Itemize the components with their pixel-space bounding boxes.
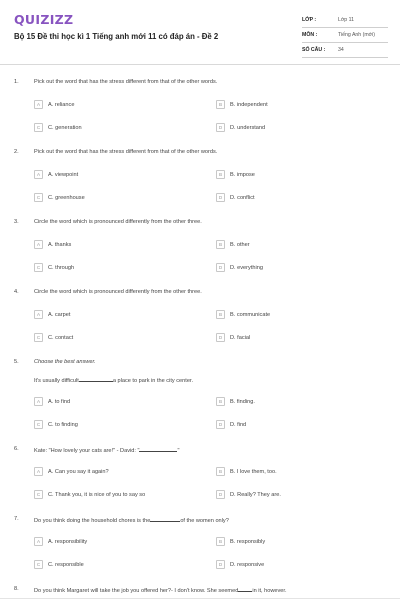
option-c[interactable] [34, 333, 73, 342]
option-label: D. facial [230, 334, 251, 341]
question-text [34, 446, 179, 454]
text-end: " [177, 448, 180, 454]
meta-table [302, 13, 388, 58]
question-number: 2. [14, 149, 19, 155]
option-label: D. understand [230, 124, 266, 131]
meta-label: MÔN : [302, 32, 318, 38]
option-c[interactable] [34, 123, 82, 132]
option-d[interactable] [216, 263, 263, 272]
option-letter-box: D [216, 123, 225, 132]
answer-blank [150, 516, 180, 522]
option-label: C. greenhouse [48, 194, 85, 201]
option-letter-box: A [34, 170, 43, 179]
option-b[interactable] [216, 467, 277, 476]
option-label: B. communicate [230, 311, 271, 318]
option-letter-box: A [34, 537, 43, 546]
option-label: B. finding. [230, 398, 255, 405]
option-d[interactable] [216, 420, 246, 429]
option-letter-box: C [34, 193, 43, 202]
option-letter-box: D [216, 263, 225, 272]
option-label: A. thanks [48, 241, 72, 248]
option-label: D. everything [230, 264, 263, 271]
option-letter-box: A [34, 397, 43, 406]
option-letter-box: B [216, 310, 225, 319]
question-text: Choose the best answer. [34, 359, 96, 365]
option-letter-box: B [216, 100, 225, 109]
question-text: Circle the word which is pronounced differently from the other three. [34, 289, 202, 295]
option-letter-box: B [216, 170, 225, 179]
option-label: A. Can you say it again? [48, 468, 109, 475]
option-a[interactable] [34, 170, 78, 179]
option-letter-box: C [34, 123, 43, 132]
question-text: Pick out the word that has the stress different from that of the other words. [34, 79, 218, 85]
option-d[interactable] [216, 490, 281, 499]
option-label: B. I love them, too. [230, 468, 277, 475]
option-d[interactable] [216, 560, 264, 569]
option-letter-box: A [34, 467, 43, 476]
question-sentence [34, 376, 193, 384]
option-c[interactable] [34, 263, 74, 272]
sentence-end: a place to park in the city center. [112, 378, 194, 384]
option-label: B. independent [230, 101, 268, 108]
option-letter-box: B [216, 467, 225, 476]
option-label: C. through [48, 264, 75, 271]
option-d[interactable] [216, 333, 250, 342]
option-label: C. responsible [48, 561, 84, 568]
question-text: Pick out the word that has the stress different from that of the other words. [34, 149, 218, 155]
option-letter-box: C [34, 560, 43, 569]
question-text [34, 586, 287, 594]
sentence-start: It's usually difficult [34, 378, 79, 384]
option-letter-box: B [216, 537, 225, 546]
meta-value: 34 [338, 47, 344, 53]
option-label: A. to find [48, 398, 71, 405]
option-b[interactable] [216, 240, 250, 249]
question-number: 7. [14, 516, 19, 522]
option-c[interactable] [34, 420, 78, 429]
option-letter-box: C [34, 420, 43, 429]
option-letter-box: D [216, 490, 225, 499]
question-text: Circle the word which is pronounced differently from the other three. [34, 219, 202, 225]
option-letter-box: D [216, 333, 225, 342]
option-a[interactable] [34, 100, 74, 109]
option-b[interactable] [216, 170, 255, 179]
text-start: Do you think doing the household chores is the [34, 518, 151, 524]
option-c[interactable] [34, 490, 145, 499]
question-number: 8. [14, 586, 19, 592]
meta-value: Tiếng Anh (mới) [338, 32, 375, 38]
option-a[interactable] [34, 467, 109, 476]
question-number: 4. [14, 289, 19, 295]
option-a[interactable] [34, 310, 70, 319]
document-title: Bộ 15 Đề thi học kì 1 Tiếng anh mới 11 có đáp án - Đề 2 [14, 32, 219, 41]
option-label: A. reliance [48, 101, 75, 108]
quizizz-logo: QUIZIZZ [14, 12, 74, 27]
question-number: 1. [14, 79, 19, 85]
text-end: in it, however. [252, 588, 287, 594]
option-letter-box: B [216, 397, 225, 406]
header-divider [0, 64, 400, 65]
option-letter-box: C [34, 490, 43, 499]
text-end: of the women only? [180, 518, 229, 524]
option-d[interactable] [216, 193, 255, 202]
option-label: C. generation [48, 124, 82, 131]
option-b[interactable] [216, 100, 268, 109]
option-a[interactable] [34, 240, 71, 249]
option-letter-box: A [34, 240, 43, 249]
option-letter-box: D [216, 420, 225, 429]
meta-label: LỚP : [302, 17, 317, 23]
meta-row-class [302, 13, 388, 28]
option-b[interactable] [216, 537, 265, 546]
answer-blank [79, 376, 113, 382]
option-label: C. Thank you, it is nice of you to say so [48, 491, 146, 498]
meta-row-subject [302, 28, 388, 43]
page-bottom-edge [0, 598, 400, 599]
answer-blank [238, 586, 252, 592]
question-number: 5. [14, 359, 19, 365]
option-label: D. responsive [230, 561, 265, 568]
option-letter-box: D [216, 560, 225, 569]
option-label: B. responsibly [230, 538, 266, 545]
question-text [34, 516, 229, 524]
option-a[interactable] [34, 537, 87, 546]
option-letter-box: A [34, 100, 43, 109]
option-letter-box: C [34, 333, 43, 342]
meta-value: Lớp 11 [338, 17, 354, 23]
option-label: D. find [230, 421, 247, 428]
option-label: C. to finding [48, 421, 78, 428]
option-label: A. carpet [48, 311, 71, 318]
option-label: B. other [230, 241, 250, 248]
option-letter-box: A [34, 310, 43, 319]
option-label: C. contact [48, 334, 74, 341]
option-letter-box: C [34, 263, 43, 272]
option-label: D. Really? They are. [230, 491, 281, 498]
option-label: A. responsibility [48, 538, 88, 545]
option-a[interactable] [34, 397, 70, 406]
text-start: Kate: "How lovely your cats are!" - David: " [34, 448, 140, 454]
text-start: Do you think Margaret will take the job you offered her?- I don't know. She seemed [34, 588, 239, 594]
option-label: D. conflict [230, 194, 255, 201]
option-letter-box: D [216, 193, 225, 202]
meta-label: SỐ CÂU : [302, 47, 326, 53]
option-label: B. impose [230, 171, 255, 178]
question-number: 6. [14, 446, 19, 452]
option-label: A. viewpoint [48, 171, 79, 178]
option-b[interactable] [216, 310, 270, 319]
answer-blank [139, 446, 180, 454]
option-d[interactable] [216, 123, 265, 132]
option-b[interactable] [216, 397, 255, 406]
option-letter-box: B [216, 240, 225, 249]
meta-row-count [302, 43, 388, 58]
option-c[interactable] [34, 560, 84, 569]
option-c[interactable] [34, 193, 85, 202]
question-number: 3. [14, 219, 19, 225]
